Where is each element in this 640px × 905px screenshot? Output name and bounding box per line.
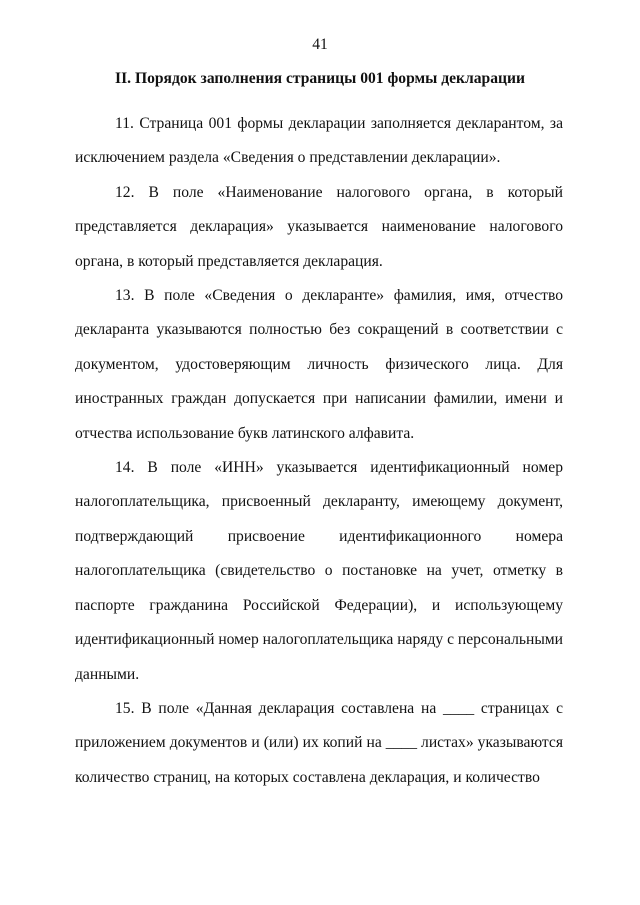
paragraph-15: 15. В поле «Данная декларация составлена на ____ страницах с приложением документов и (или) их копий на ____ листах» указываются количество страниц, на которых составлена декларация, и количество [75, 699, 563, 786]
paragraph-11: 11. Страница 001 формы декларации заполняется декларантом, за исключением раздела «Сведения о представлении декларации». [75, 115, 563, 167]
section-heading: II. Порядок заполнения страницы 001 формы декларации [115, 70, 525, 87]
paragraph-12: 12. В поле «Наименование налогового органа, в который представляется декларация» указывается наименование налогового органа, в который представляется декларация. [75, 183, 563, 270]
body-text [75, 107, 563, 795]
paragraph-14: 14. В поле «ИНН» указывается идентификационный номер налогоплательщика, присвоенный декларанту, имеющему документ, подтверждающий присвоение идентификационного номера налогоплательщика (свидетельство о постановке на учет, отметку в паспорте гражданина Российской Федерации), и использующему идентификационный номер налогоплательщика наряду с персональными данными. [75, 459, 564, 683]
paragraph-13: 13. В поле «Сведения о декларанте» фамилия, имя, отчество декларанта указываются полностью без сокращений в соответствии с документом, удостоверяющим личность физического лица. Для иностранных граждан допускается при написании фамилии, имени и отчества использование букв латинского алфавита. [75, 287, 563, 442]
page-number: 41 [312, 36, 328, 53]
